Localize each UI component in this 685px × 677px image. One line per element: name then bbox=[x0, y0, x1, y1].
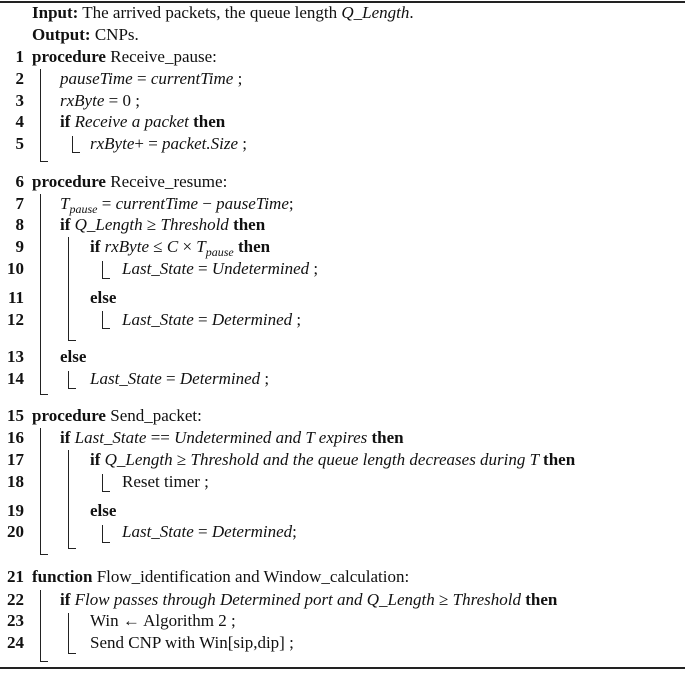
text-segment: = bbox=[97, 194, 116, 213]
text-segment: ; bbox=[292, 310, 302, 329]
algorithm-line bbox=[0, 567, 685, 587]
text-segment: ; bbox=[292, 522, 297, 541]
text-segment: pause bbox=[205, 245, 234, 259]
text-segment: then bbox=[233, 237, 271, 256]
text-segment: CNPs. bbox=[90, 25, 139, 44]
text-segment: Send_packet: bbox=[105, 406, 202, 425]
text-segment: procedure bbox=[32, 47, 106, 66]
line-text bbox=[60, 347, 86, 367]
text-segment: Last_State bbox=[70, 428, 147, 447]
line-text bbox=[90, 134, 247, 154]
line-number: 20 bbox=[7, 522, 24, 541]
line-number: 16 bbox=[7, 428, 24, 447]
text-segment: Undetermined and T expires bbox=[174, 428, 372, 447]
text-segment: T bbox=[196, 237, 206, 256]
line-text bbox=[60, 215, 265, 235]
text-segment: ; bbox=[309, 259, 319, 278]
text-segment: Flow passes through Determined port and Q_Length bbox=[70, 590, 435, 609]
text-segment: = bbox=[193, 259, 212, 278]
text-segment: pauseTime bbox=[60, 69, 133, 88]
algorithm-line bbox=[0, 633, 685, 653]
line-text bbox=[32, 47, 217, 67]
algorithm-line bbox=[0, 501, 685, 521]
line-text bbox=[32, 567, 409, 587]
text-segment: ≥ bbox=[434, 590, 453, 609]
text-segment: Undetermined bbox=[211, 259, 310, 278]
line-text bbox=[32, 3, 414, 23]
line-number: 7 bbox=[15, 194, 24, 213]
input-line bbox=[0, 3, 685, 23]
text-segment: if bbox=[90, 237, 101, 256]
text-segment: procedure bbox=[32, 406, 106, 425]
text-segment: ; bbox=[233, 69, 243, 88]
algorithm-line bbox=[0, 406, 685, 426]
algorithm-line bbox=[0, 288, 685, 308]
text-segment: then bbox=[525, 590, 558, 609]
text-segment: Last_State bbox=[122, 522, 194, 541]
text-segment: The arrived packets, the queue length bbox=[78, 3, 342, 22]
text-segment: × bbox=[178, 237, 197, 256]
text-segment: ≥ bbox=[142, 215, 161, 234]
algorithm-line bbox=[0, 259, 685, 279]
text-segment: Threshold bbox=[160, 215, 234, 234]
text-segment: ; bbox=[238, 134, 248, 153]
text-segment: rxByte bbox=[60, 91, 105, 110]
algorithm-line bbox=[0, 369, 685, 389]
text-segment: function bbox=[32, 567, 93, 586]
text-segment: ; bbox=[260, 369, 270, 388]
text-segment: − bbox=[198, 194, 217, 213]
algorithm-line bbox=[0, 215, 685, 235]
line-text bbox=[90, 369, 269, 389]
line-text bbox=[60, 428, 404, 448]
text-segment: then bbox=[193, 112, 226, 131]
text-segment: then bbox=[371, 428, 404, 447]
text-segment: Determined bbox=[211, 522, 293, 541]
text-segment: packet.Size bbox=[162, 134, 239, 153]
text-segment: else bbox=[90, 288, 117, 307]
text-segment: = bbox=[193, 310, 212, 329]
line-text bbox=[60, 91, 140, 111]
line-text bbox=[122, 472, 209, 492]
text-segment: rxByte bbox=[90, 134, 135, 153]
algorithm-line bbox=[0, 237, 685, 257]
text-segment: Win ← Algorithm 2 ; bbox=[90, 611, 236, 630]
line-text bbox=[90, 501, 116, 521]
line-text bbox=[60, 69, 242, 89]
algorithm-line bbox=[0, 450, 685, 470]
text-segment: = 0 ; bbox=[104, 91, 140, 110]
line-number: 11 bbox=[7, 288, 24, 307]
text-segment: Receive_resume: bbox=[105, 172, 228, 191]
text-segment: = bbox=[132, 69, 151, 88]
text-segment: if bbox=[90, 450, 101, 469]
line-number: 12 bbox=[7, 310, 24, 329]
text-segment: else bbox=[90, 501, 117, 520]
text-segment: ≤ bbox=[149, 237, 167, 256]
algorithm-line bbox=[0, 112, 685, 132]
text-segment: if bbox=[60, 428, 71, 447]
line-text bbox=[122, 310, 301, 330]
line-number: 22 bbox=[7, 590, 24, 609]
text-segment: Flow_identification and Window_calculation: bbox=[92, 567, 410, 586]
text-segment: then bbox=[233, 215, 266, 234]
text-segment: Determined bbox=[211, 310, 293, 329]
bottom-rule bbox=[0, 667, 685, 669]
algorithm-line bbox=[0, 172, 685, 192]
line-number: 8 bbox=[15, 215, 24, 234]
line-number: 15 bbox=[7, 406, 24, 425]
algorithm-line bbox=[0, 134, 685, 154]
line-number: 6 bbox=[15, 172, 24, 191]
text-segment: pause bbox=[69, 202, 98, 216]
algorithm-line bbox=[0, 194, 685, 214]
algorithm-line bbox=[0, 91, 685, 111]
line-number: 23 bbox=[7, 611, 24, 630]
algorithm-line bbox=[0, 472, 685, 492]
line-text bbox=[90, 633, 294, 653]
line-number: 17 bbox=[7, 450, 24, 469]
text-segment: then bbox=[543, 450, 576, 469]
algorithm-line bbox=[0, 47, 685, 67]
text-segment: = bbox=[193, 522, 212, 541]
line-number: 3 bbox=[15, 91, 24, 110]
text-segment: Threshold and the queue length decreases during T bbox=[190, 450, 544, 469]
algorithm-line bbox=[0, 310, 685, 330]
algorithm-line bbox=[0, 347, 685, 367]
text-segment: ; bbox=[288, 194, 294, 213]
output-line bbox=[0, 25, 685, 45]
line-number: 18 bbox=[7, 472, 24, 491]
text-segment: Input: bbox=[32, 3, 79, 22]
text-segment: Reset timer ; bbox=[122, 472, 209, 491]
algorithm-line bbox=[0, 611, 685, 631]
text-segment: if bbox=[60, 215, 71, 234]
line-number: 2 bbox=[15, 69, 24, 88]
text-segment: Receive a packet bbox=[70, 112, 194, 131]
line-text bbox=[122, 259, 318, 279]
line-number: 19 bbox=[7, 501, 24, 520]
line-text bbox=[90, 450, 575, 470]
text-segment: pauseTime bbox=[216, 194, 289, 213]
text-segment: procedure bbox=[32, 172, 106, 191]
line-number: 21 bbox=[7, 567, 24, 586]
text-segment: + = bbox=[134, 134, 163, 153]
line-text bbox=[32, 25, 139, 45]
line-number: 5 bbox=[15, 134, 24, 153]
line-number: 10 bbox=[7, 259, 24, 278]
text-segment: Q_Length bbox=[70, 215, 143, 234]
text-segment: else bbox=[60, 347, 87, 366]
line-text bbox=[32, 406, 202, 426]
line-number: 4 bbox=[15, 112, 24, 131]
text-segment: Output: bbox=[32, 25, 91, 44]
text-segment: if bbox=[60, 590, 71, 609]
text-segment: Q_Length bbox=[100, 450, 173, 469]
text-segment: Last_State bbox=[122, 310, 194, 329]
text-segment: Send CNP with Win[sip,dip] ; bbox=[90, 633, 294, 652]
text-segment: T bbox=[60, 194, 70, 213]
line-text bbox=[90, 288, 116, 308]
text-segment: Last_State bbox=[90, 369, 162, 388]
text-segment: = bbox=[161, 369, 180, 388]
text-segment: if bbox=[60, 112, 71, 131]
algorithm-line bbox=[0, 590, 685, 610]
text-segment: C bbox=[166, 237, 179, 256]
line-number: 14 bbox=[7, 369, 24, 388]
line-text bbox=[90, 611, 236, 631]
text-segment: == bbox=[146, 428, 175, 447]
text-segment: rxByte bbox=[100, 237, 149, 256]
algorithm-line bbox=[0, 522, 685, 542]
line-text bbox=[60, 590, 557, 610]
text-segment: currentTime bbox=[115, 194, 199, 213]
line-text bbox=[32, 172, 227, 192]
text-segment: Q_Length bbox=[341, 3, 410, 22]
algorithm-line bbox=[0, 428, 685, 448]
text-segment: ≥ bbox=[172, 450, 191, 469]
text-segment: Threshold bbox=[452, 590, 526, 609]
text-segment: currentTime bbox=[150, 69, 234, 88]
text-segment: Last_State bbox=[122, 259, 194, 278]
line-number: 24 bbox=[7, 633, 24, 652]
text-segment: Determined bbox=[179, 369, 261, 388]
line-text bbox=[60, 112, 225, 132]
line-number: 13 bbox=[7, 347, 24, 366]
line-number: 1 bbox=[15, 47, 24, 66]
text-segment: . bbox=[409, 3, 414, 22]
line-text bbox=[122, 522, 297, 542]
line-number: 9 bbox=[15, 237, 24, 256]
text-segment: Receive_pause: bbox=[105, 47, 217, 66]
algorithm-line bbox=[0, 69, 685, 89]
